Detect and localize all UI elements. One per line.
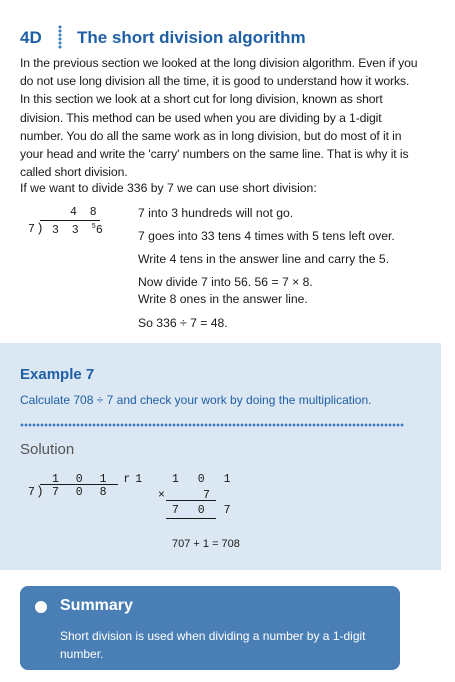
step-3: Write 4 tens in the answer line and carry the 5. <box>138 252 390 266</box>
solution-quotient: 1 0 1 r1 <box>52 473 148 486</box>
step-2: 7 goes into 33 tens 4 times with 5 tens left over. <box>138 229 395 243</box>
division-bar <box>40 220 100 221</box>
check-equation: 707 + 1 = 708 <box>172 538 240 550</box>
section-number: 4D <box>20 28 42 47</box>
solution-dividend: 7 0 8 <box>52 486 112 499</box>
multiplication-sign: × <box>158 489 165 502</box>
division-bracket: ) <box>38 220 43 235</box>
multiplication-line-top <box>166 500 216 501</box>
dotted-separator <box>20 423 404 427</box>
multiplication-factor: 7 <box>203 489 210 502</box>
multiplication-line-bottom <box>166 518 216 519</box>
short-division-dividend <box>52 223 106 237</box>
section-divider <box>58 25 62 49</box>
multiplication-top: 1 0 1 <box>172 473 237 486</box>
step-1: 7 into 3 hundreds will not go. <box>138 206 294 220</box>
solution-division-bracket: ) <box>38 483 43 498</box>
multiplication-result: 7 0 7 <box>172 504 237 517</box>
summary-bullet-icon <box>35 601 47 613</box>
section-title: The short division algorithm <box>77 28 306 47</box>
solution-divisor: 7 <box>28 486 35 499</box>
step-6: So 336 ÷ 7 = 48. <box>138 316 228 330</box>
short-division-quotient: 4 8 <box>70 206 100 219</box>
example-title: Example 7 <box>20 366 95 383</box>
carry-digit: 5 <box>91 223 96 231</box>
step-4: Now divide 7 into 56. 56 = 7 × 8. <box>138 275 313 289</box>
lead-sentence: If we want to divide 336 by 7 we can use short division: <box>20 181 317 195</box>
example-text: Calculate 708 ÷ 7 and check your work by doing the multiplication. <box>20 393 372 407</box>
short-division-divisor: 7 <box>28 223 35 236</box>
intro-paragraph: In the previous section we looked at the long division algorithm. Even if you do not use long division all the time, it is good to understand how it works. In this section we look at a short cut for long division, known as short division. This method can be used when you are dividing by a 1-digit number. You do all the same work as in long division, but do most of it in your head and write the 'carry' numbers on the same line. That is why it is called short division. <box>20 56 418 180</box>
step-5: Write 8 ones in the answer line. <box>138 292 308 306</box>
summary-title: Summary <box>60 597 133 614</box>
solution-division-bar <box>40 484 118 485</box>
dividend-last-digit: 6 <box>95 223 106 237</box>
summary-text: Short division is used when dividing a number by a 1-digit number. <box>60 629 366 661</box>
dividend-digits: 3 3 <box>52 223 82 237</box>
solution-label: Solution <box>20 441 75 458</box>
